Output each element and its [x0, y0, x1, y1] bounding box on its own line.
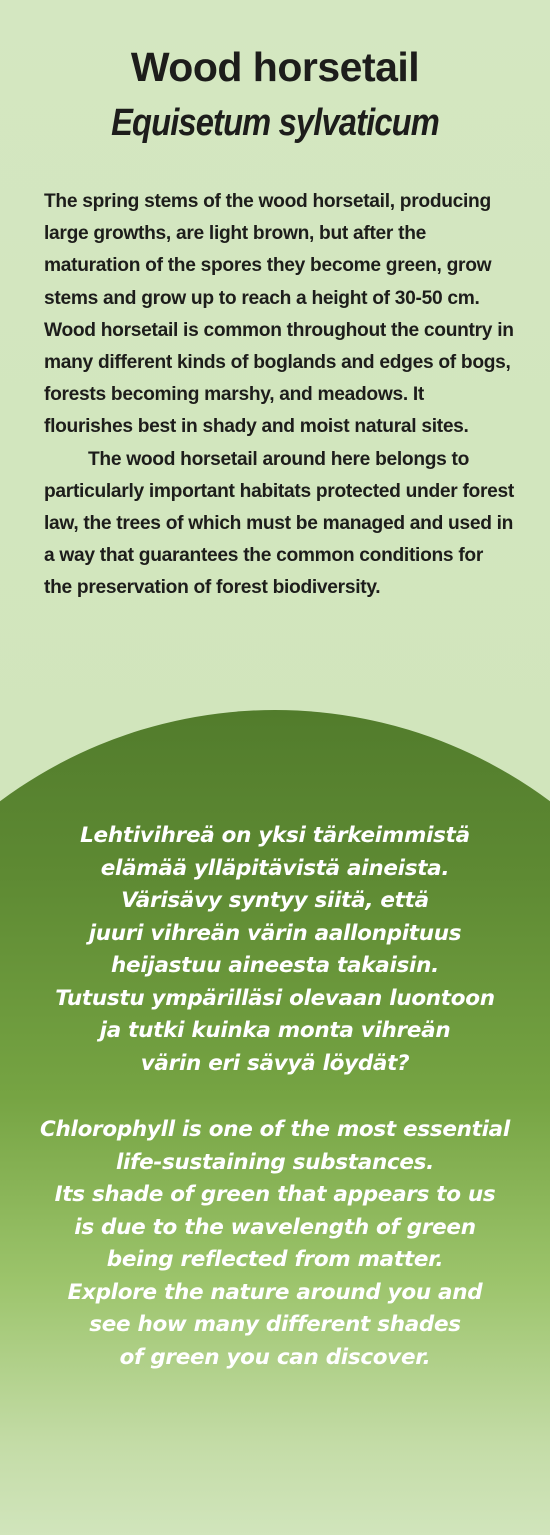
callout-english-line: life-sustaining substances. — [115, 1149, 435, 1175]
page-title: Wood horsetail — [130, 44, 420, 90]
callout-english-line: Explore the nature around you and — [67, 1279, 483, 1305]
callout-english-line: is due to the wavelength of green — [74, 1214, 476, 1240]
callout-finnish-line: Värisävy syntyy siitä, että — [121, 888, 429, 913]
callout-finnish-line: juuri vihreän värin aallonpituus — [88, 920, 462, 946]
description-paragraph-2: The wood horsetail around here belongs to particularly important habitats protected under forest law, the trees of which must be managed and used in a way that guarantees the common conditions for the preservation of forest biodiversity. — [44, 448, 514, 599]
species-latin-name: Equisetum sylvaticum — [111, 102, 439, 144]
callout-english-line: see how many different shades — [89, 1312, 461, 1337]
callout-finnish-line: värin eri sävyä löydät? — [140, 1050, 410, 1076]
callout-english — [0, 1114, 550, 1374]
callout-finnish-line: Tutustu ympärilläsi olevaan luontoon — [55, 985, 495, 1011]
description-paragraph-1: The spring stems of the wood horsetail, producing large growths, are light brown, but after the maturation of the spores they become green, grow stems and grow up to reach a height of 30-50 cm. Wood horsetail is common throughout the country in many different kinds of boglands and edges of bogs, forests becoming marshy, and meadows. It flourishes best in shady and moist natural sites. — [44, 191, 514, 438]
callout-finnish-line: ja tutki kuinka monta vihreän — [99, 1018, 451, 1043]
callout-english-line: Chlorophyll is one of the most essential — [40, 1117, 510, 1142]
callout-english-line: of green you can discover. — [119, 1344, 431, 1370]
callout-finnish-line: elämää ylläpitävistä aineista. — [100, 855, 450, 881]
callout-finnish — [0, 820, 550, 1080]
description-text — [44, 186, 514, 605]
callout-english-line: Its shade of green that appears to us — [54, 1182, 496, 1207]
callout-finnish-line: heijastuu aineesta takaisin. — [111, 953, 439, 978]
callout-finnish-line: Lehtivihreä on yksi tärkeimmistä — [80, 823, 470, 848]
callout-english-line: being reflected from matter. — [106, 1247, 444, 1272]
